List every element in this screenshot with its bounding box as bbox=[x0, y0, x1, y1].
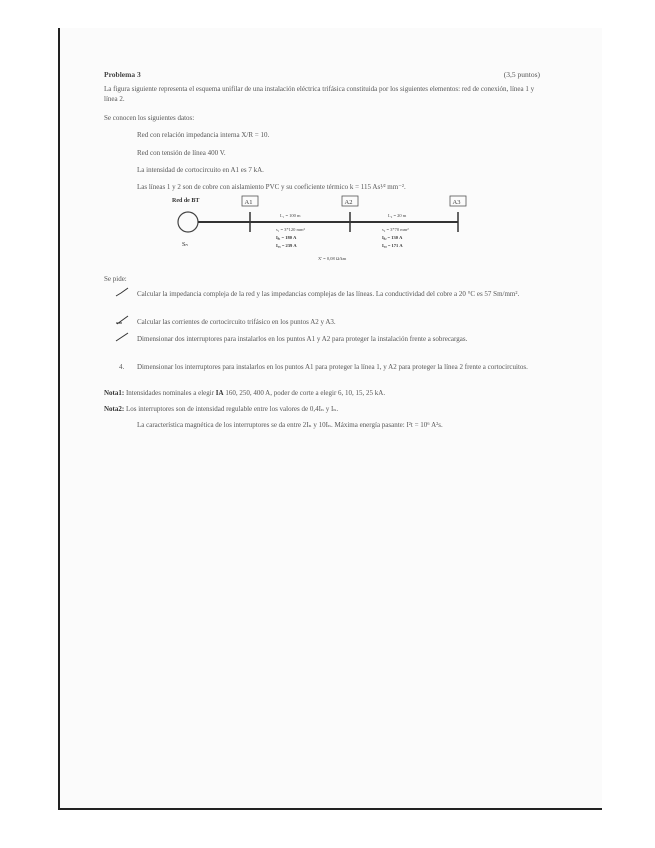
question-text: Calcular las corrientes de cortocircuito trifásico en los puntos A2 y A3. bbox=[137, 318, 336, 326]
line2-section: s₂ = 3*70 mm² bbox=[382, 227, 409, 232]
line2-iz: Iᵩ₂ = 171 A bbox=[382, 243, 403, 248]
data-item: Red con relación impedancia interna X/R = 10. bbox=[137, 131, 270, 139]
handwritten-check-icon bbox=[115, 315, 129, 325]
note-2 bbox=[104, 405, 338, 413]
single-line-diagram bbox=[172, 192, 472, 267]
ask-heading: Se pide: bbox=[104, 275, 127, 283]
note-1 bbox=[104, 389, 385, 397]
line1-iz: Iᵩ₁ = 239 A bbox=[276, 243, 297, 248]
question-text: Calcular la impedancia compleja de la red y las impedancias complejas de las líneas. La conductividad del cobre a 20 °C es 57 Sm/mm². bbox=[137, 290, 520, 298]
grid-source-symbol bbox=[178, 212, 198, 232]
question-text: Dimensionar dos interruptores para instalarlos en los puntos A1 y A2 para proteger la instalación frente a sobrecargas. bbox=[137, 335, 468, 343]
question-3 bbox=[137, 334, 562, 344]
line1-ib: Iᵦ₁ = 180 A bbox=[276, 235, 297, 240]
question-4 bbox=[119, 362, 562, 372]
node-a1-label: A1 bbox=[244, 199, 253, 206]
data-item: La intensidad de cortocircuito en A1 es 7 kA. bbox=[137, 166, 264, 174]
source-sub: Sₙ bbox=[182, 242, 188, 248]
note-2-text: Los interruptores son de intensidad regulable entre los valores de 0,4Iₙ y Iₙ. bbox=[125, 405, 339, 413]
data-item: Red con tensión de línea 400 V. bbox=[137, 149, 226, 157]
question-number: 4. bbox=[119, 363, 125, 371]
problem-title: Problema 3 bbox=[104, 70, 141, 79]
note-2-label: Nota2: bbox=[104, 405, 125, 413]
data-item: Las líneas 1 y 2 son de cobre con aislamiento PVC y su coeficiente térmico k = 115 As¹⁄² mm⁻². bbox=[137, 183, 406, 191]
handwritten-check-icon bbox=[115, 332, 129, 342]
note-2-continuation: La característica magnética de los interruptores se da entre 2Iₙ y 10Iₙ. Máxima energía pasante: I²t = 10⁶ A²s. bbox=[137, 421, 443, 429]
problem-header bbox=[104, 70, 540, 79]
note-1-text-a: Intensidades nominales a elegir bbox=[125, 389, 215, 397]
line1-length: L₁ = 100 m bbox=[280, 213, 301, 218]
line-reactance: X' = 0,08 Ω/km bbox=[318, 256, 347, 261]
question-text: Dimensionar los interruptores para instalarlos en los puntos A1 para proteger la línea 1, y A2 para proteger la línea 2 frente a cortocircuitos. bbox=[137, 363, 528, 371]
node-a3-label: A3 bbox=[452, 199, 461, 206]
line2-ib: Iᵦ₂ = 130 A bbox=[382, 235, 403, 240]
note-1-bold: IA bbox=[215, 389, 224, 397]
question-1 bbox=[137, 289, 562, 299]
data-heading: Se conocen los siguientes datos: bbox=[104, 114, 195, 122]
line1-section: s₁ = 3*120 mm² bbox=[276, 227, 305, 232]
intro-paragraph: La figura siguiente representa el esquema unifilar de una instalación eléctrica trifásica constituida por los siguientes elementos: red de conexión, línea 1 y línea 2. bbox=[104, 85, 535, 103]
scanned-page bbox=[58, 28, 602, 810]
note-1-text-b: 160, 250, 400 A, poder de corte a elegir 6, 10, 15, 25 kA. bbox=[225, 389, 386, 397]
question-2 bbox=[137, 317, 562, 327]
problem-points: (3,5 puntos) bbox=[503, 70, 540, 79]
source-label: Red de BT bbox=[172, 198, 200, 204]
note-1-label: Nota1: bbox=[104, 389, 125, 397]
node-a2-label: A2 bbox=[344, 199, 353, 206]
handwritten-check-icon bbox=[115, 287, 129, 297]
line2-length: L₂ = 20 m bbox=[388, 213, 407, 218]
